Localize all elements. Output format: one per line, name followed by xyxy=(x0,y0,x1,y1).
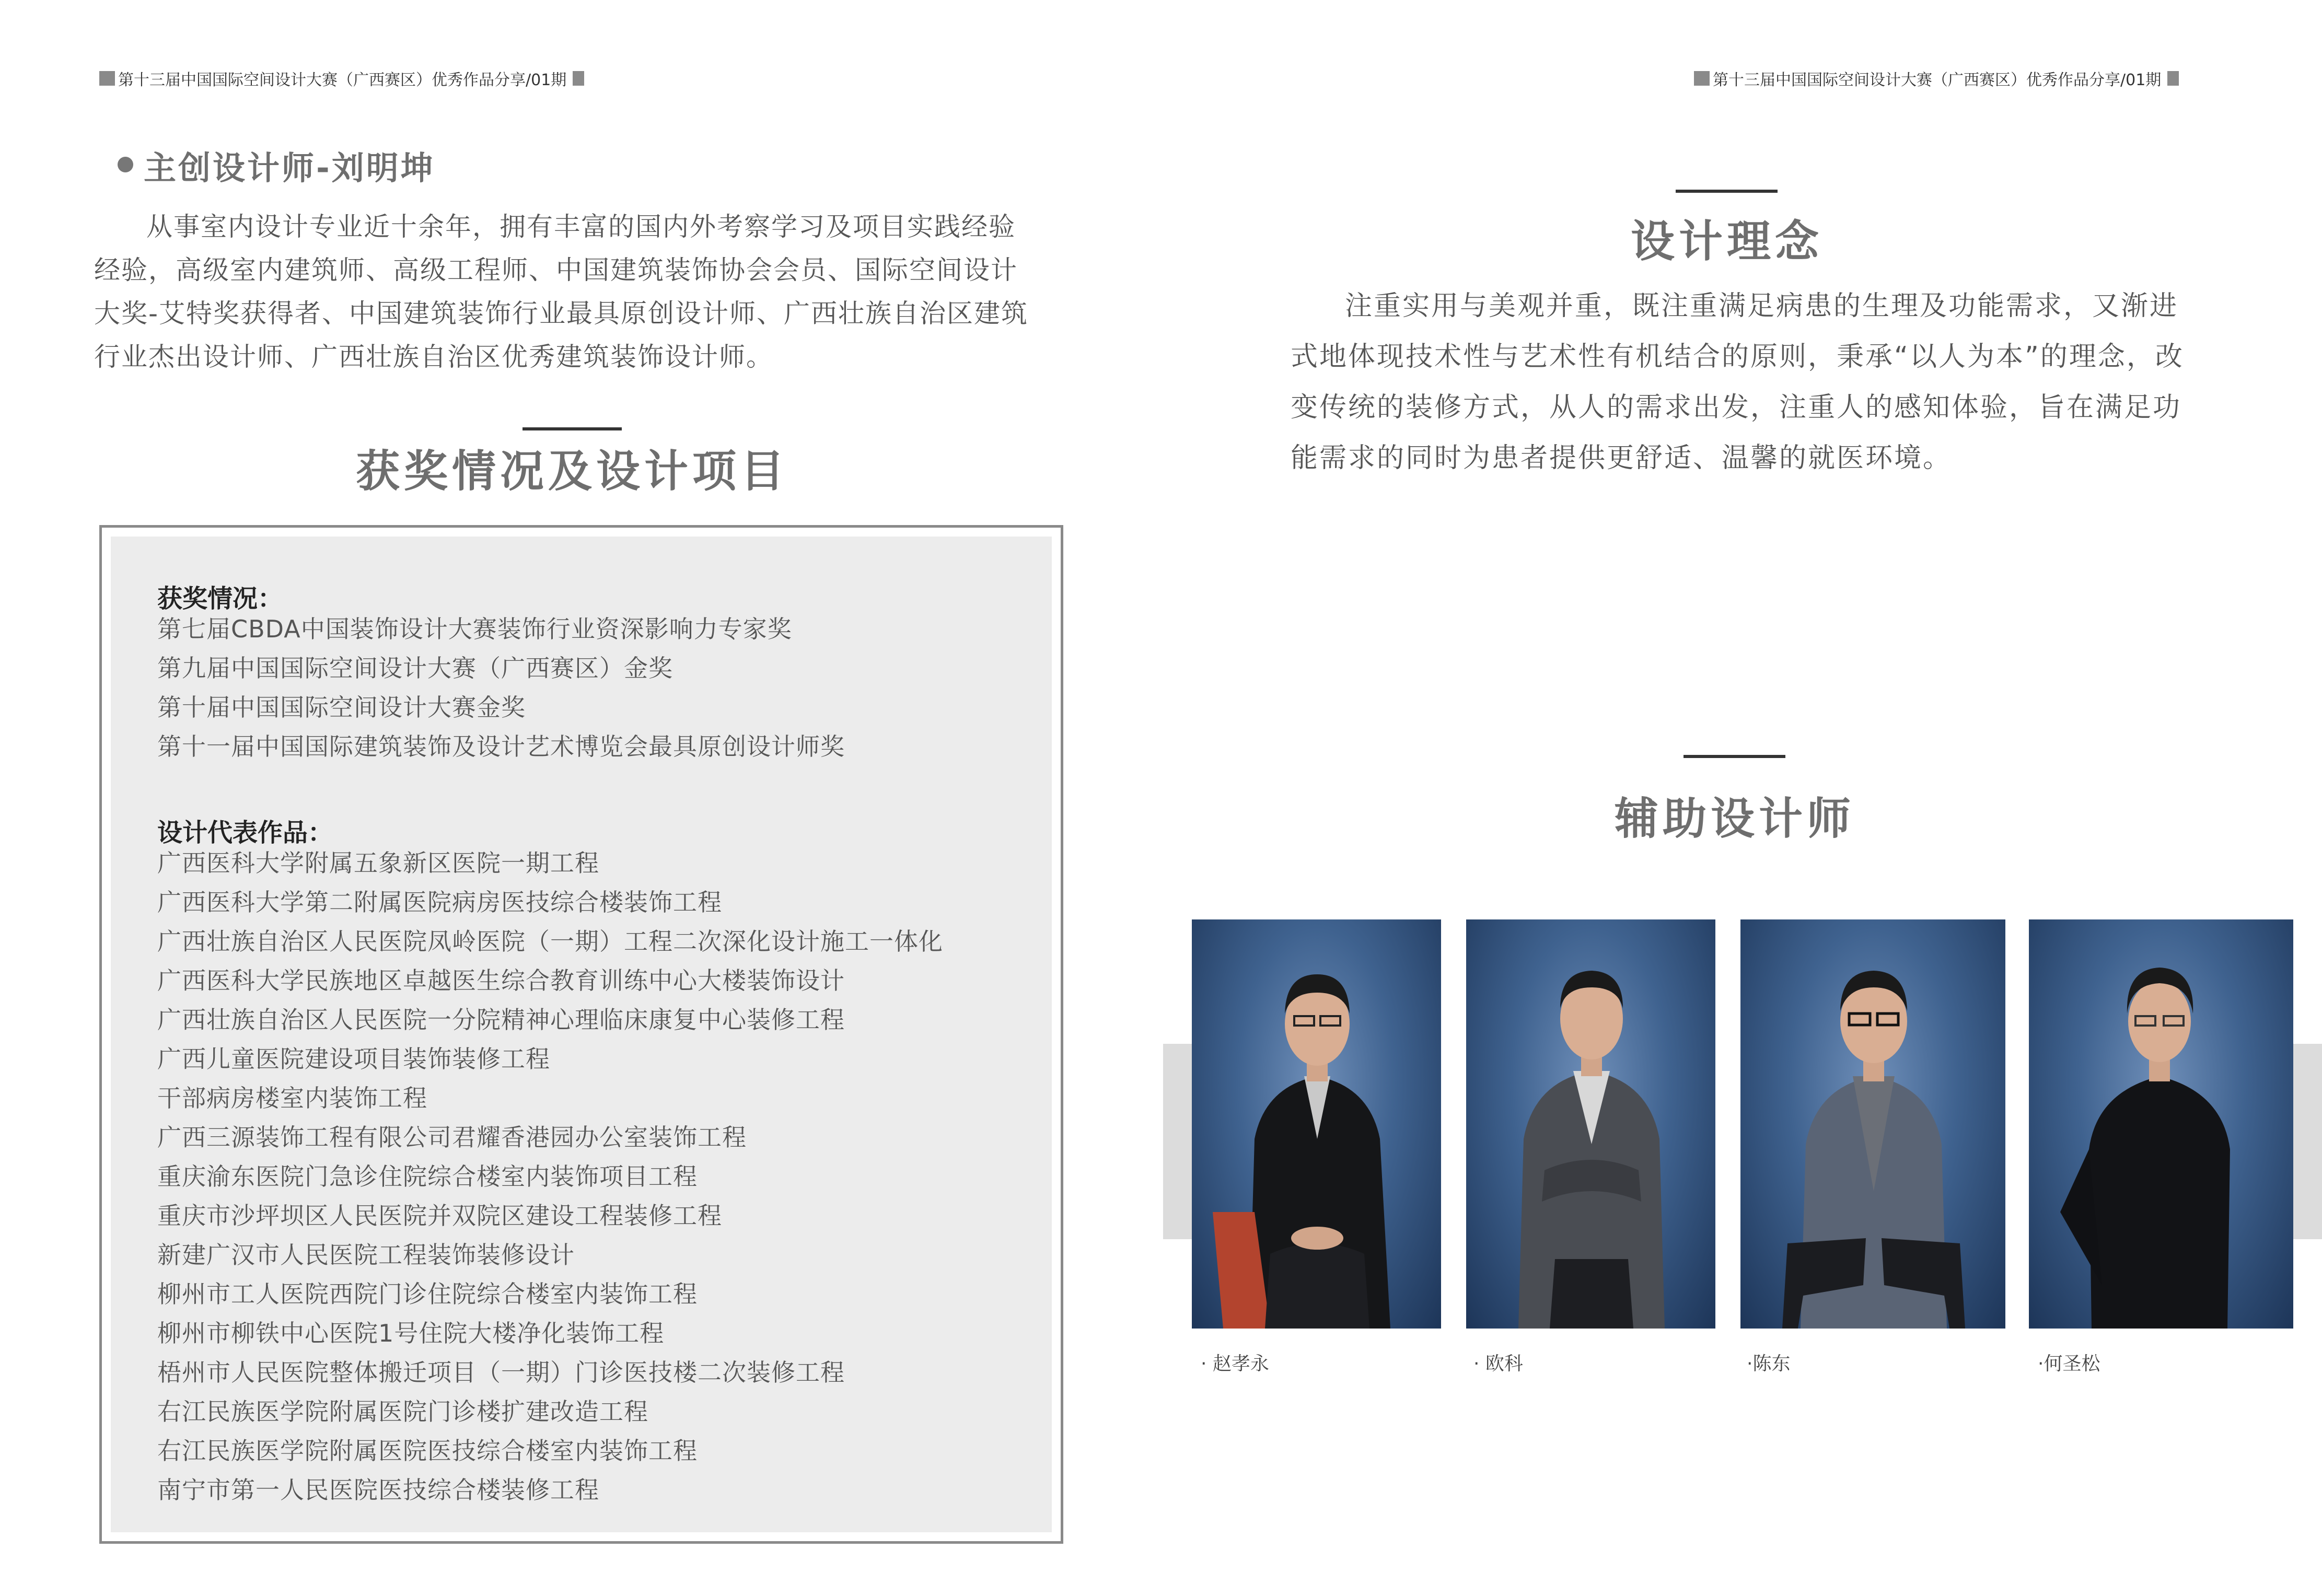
work-item: 广西壮族自治区人民医院凤岭医院（一期）工程二次深化设计施工一体化 xyxy=(157,927,943,956)
designer-bio: 从事室内设计专业近十余年，拥有丰富的国内外考察学习及项目实践经验经验，高级室内建筑师、高级工程师、中国建筑装饰协会会员、国际空间设计大奖-艾特奖获得者、中国建筑装饰行业最具原创设计师、广西壮族自治区建筑行业杰出设计师、广西壮族自治区优秀建筑装饰设计师。 xyxy=(94,212,1029,372)
award-item: 第九届中国国际空间设计大赛（广西赛区）金奖 xyxy=(157,654,673,682)
work-item: 重庆渝东医院门急诊住院综合楼室内装饰项目工程 xyxy=(157,1162,698,1191)
work-item: 广西医科大学民族地区卓越医生综合教育训练中心大楼装饰设计 xyxy=(157,966,845,995)
assistant-caption-3: ·陈东 xyxy=(1747,1353,1791,1374)
work-item: 柳州市柳铁中心医院1号住院大楼净化装饰工程 xyxy=(157,1319,665,1347)
designer-title: 主创设计师-刘明坤 xyxy=(144,149,435,187)
concept-title: 设计理念 xyxy=(1630,216,1823,267)
work-item: 广西壮族自治区人民医院一分院精神心理临床康复中心装修工程 xyxy=(157,1006,845,1034)
work-item: 干部病房楼室内装饰工程 xyxy=(157,1084,427,1112)
award-item: 第十一届中国国际建筑装饰及设计艺术博览会最具原创设计师奖 xyxy=(157,732,845,761)
person-figure-icon xyxy=(2029,919,2293,1329)
works-heading: 设计代表作品： xyxy=(157,818,333,847)
assistant-caption-4: ·何圣松 xyxy=(2038,1353,2100,1374)
assistants-title: 辅助设计师 xyxy=(1614,793,1855,844)
work-item: 广西三源装饰工程有限公司君耀香港园办公室装饰工程 xyxy=(157,1123,747,1151)
work-item: 重庆市沙坪坝区人民医院并双院区建设工程装修工程 xyxy=(157,1202,722,1230)
assistant-photo-1 xyxy=(1192,919,1441,1329)
concept-text: 注重实用与美观并重，既注重满足病患的生理及功能需求，又渐进式地体现技术性与艺术性有机结合的原则，秉承“以人为本”的理念，改变传统的装修方式，从人的需求出发，注重人的感知体验，旨在满足功能需求的同时为患者提供更舒适、温馨的就医环境。 xyxy=(1291,290,2184,474)
assistants-rule xyxy=(1684,755,1785,758)
running-header-left-text: 第十三届中国国际空间设计大赛（广西赛区）优秀作品分享/01期 xyxy=(118,71,567,89)
right-gray-tab xyxy=(2293,1044,2322,1239)
assistant-caption-1: · 赵孝永 xyxy=(1201,1353,1269,1374)
awards-box-panel xyxy=(111,537,1052,1532)
work-item: 广西医科大学附属五象新区医院一期工程 xyxy=(157,849,599,877)
person-figure-icon xyxy=(1466,919,1715,1329)
awards-box xyxy=(99,525,1063,1544)
header-marker-block xyxy=(99,71,115,86)
award-item: 第七届CBDA中国装饰设计大赛装饰行业资深影响力专家奖 xyxy=(157,615,792,643)
work-item: 广西医科大学第二附属医院病房医技综合楼装饰工程 xyxy=(157,888,722,916)
assistant-photo-3 xyxy=(1740,919,2005,1329)
left-gray-tab xyxy=(1163,1044,1192,1239)
work-item: 柳州市工人医院西院门诊住院综合楼室内装饰工程 xyxy=(157,1280,698,1308)
concept-rule xyxy=(1676,190,1778,193)
running-header-right-text: 第十三届中国国际空间设计大赛（广西赛区）优秀作品分享/01期 xyxy=(1713,71,2162,89)
assistant-caption-2: · 欧科 xyxy=(1473,1353,1523,1374)
assistant-photo-2 xyxy=(1466,919,1715,1329)
running-header-right xyxy=(1694,67,2179,90)
header-marker-block xyxy=(1694,71,1710,86)
awards-section-title: 获奖情况及设计项目 xyxy=(355,446,788,497)
header-marker-block xyxy=(573,71,584,86)
person-figure-icon xyxy=(1740,919,2005,1329)
person-figure-icon xyxy=(1192,919,1441,1329)
header-marker-block xyxy=(2167,71,2179,86)
work-item: 南宁市第一人民医院医技综合楼装修工程 xyxy=(157,1476,599,1504)
work-item: 梧州市人民医院整体搬迁项目（一期）门诊医技楼二次装修工程 xyxy=(157,1358,845,1387)
work-item: 新建广汉市人民医院工程装饰装修设计 xyxy=(157,1241,575,1269)
running-header-left xyxy=(99,67,584,90)
awards-heading: 获奖情况： xyxy=(157,584,283,613)
work-item: 右江民族医学院附属医院医技综合楼室内装饰工程 xyxy=(157,1437,698,1465)
bullet-dot-icon xyxy=(118,157,133,172)
section-rule xyxy=(523,427,622,430)
works-list xyxy=(157,844,943,1510)
award-item: 第十届中国国际空间设计大赛金奖 xyxy=(157,693,526,721)
awards-list xyxy=(157,610,845,766)
work-item: 广西儿童医院建设项目装饰装修工程 xyxy=(157,1045,550,1073)
assistant-photo-4 xyxy=(2029,919,2293,1329)
work-item: 右江民族医学院附属医院门诊楼扩建改造工程 xyxy=(157,1397,648,1426)
